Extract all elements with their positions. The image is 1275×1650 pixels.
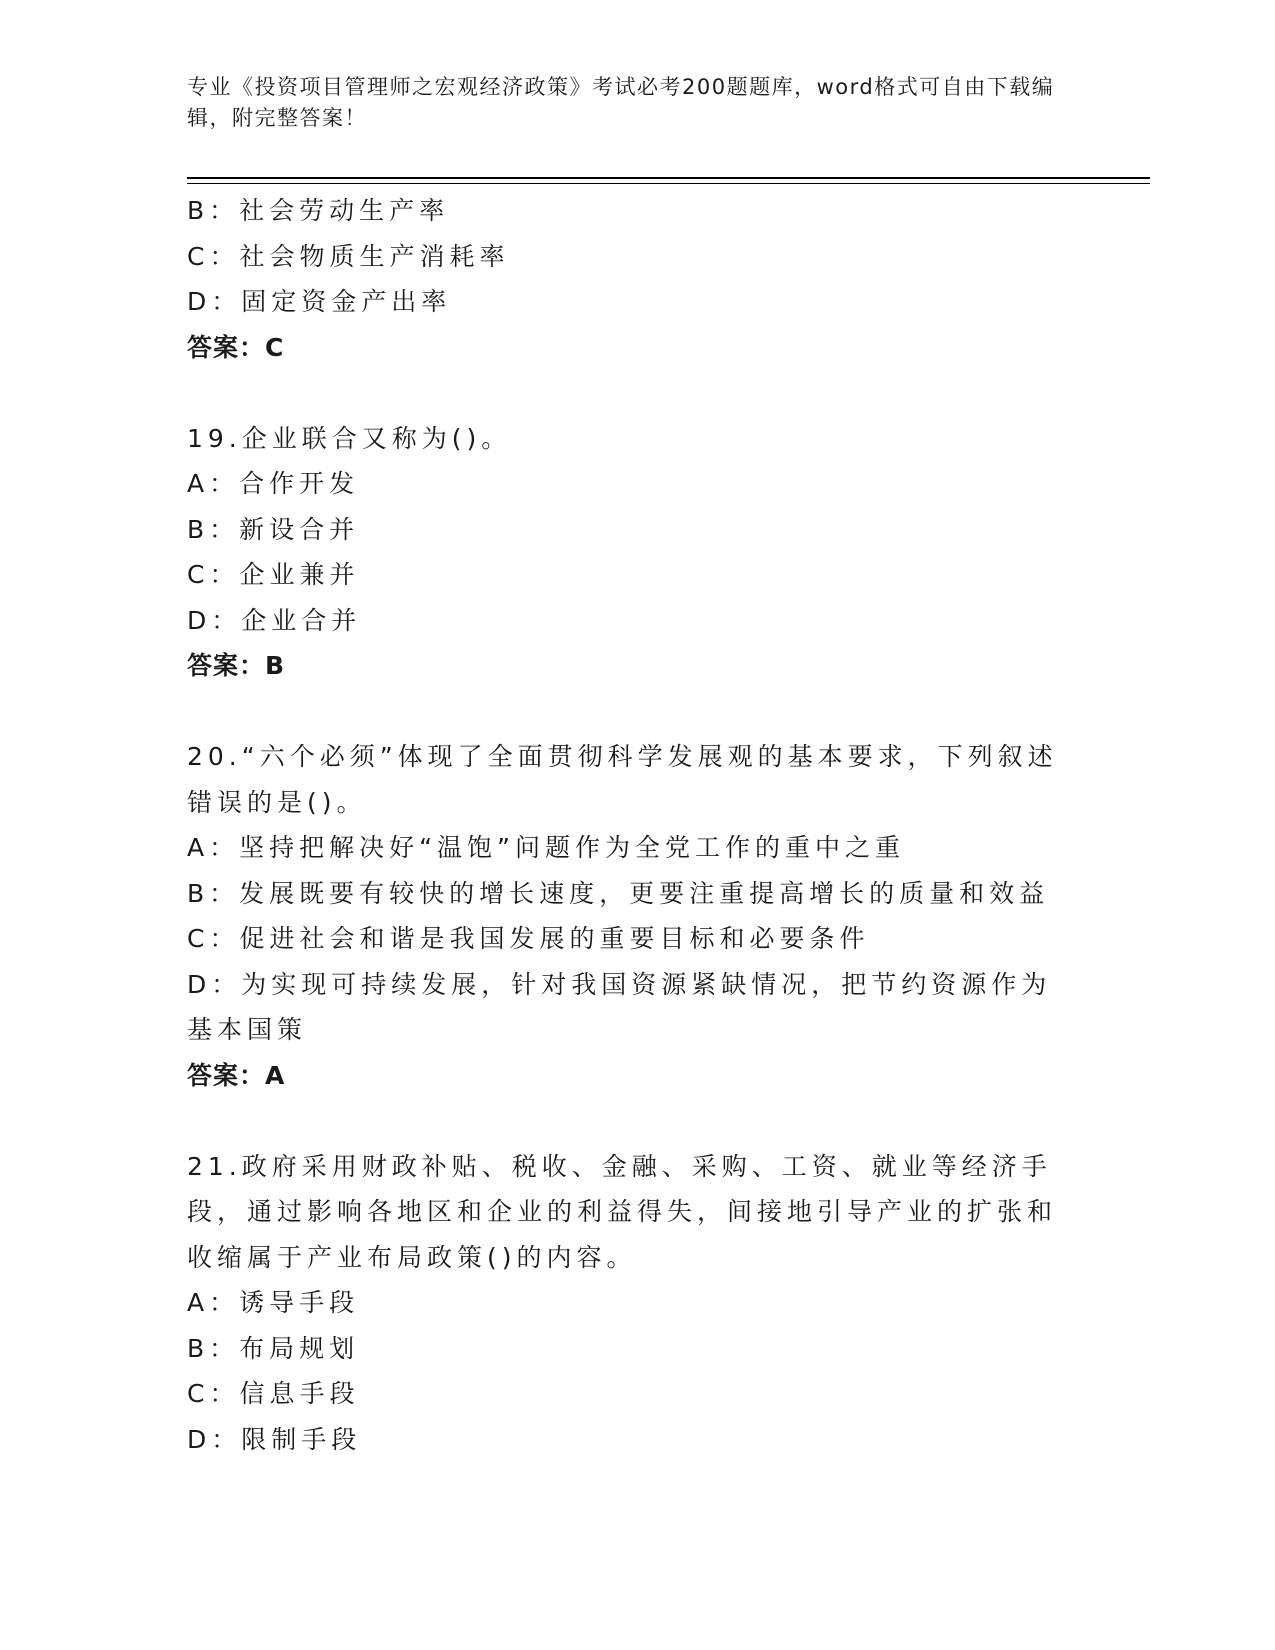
spacer — [187, 689, 1087, 735]
document-header: 专业《投资项目管理师之宏观经济政策》考试必考200题题库，word格式可自由下载编辑，附完整答案！ — [187, 75, 1055, 130]
document-body — [187, 188, 1087, 1462]
option-d: D：固定资金产出率 — [187, 287, 452, 316]
option-c: C：信息手段 — [187, 1379, 360, 1408]
option-d: D：企业合并 — [187, 605, 362, 635]
option-b: B：新设合并 — [187, 514, 360, 544]
question-text: 20.“六个必须”体现了全面贯彻科学发展观的基本要求，下列叙述错误的是()。 — [187, 742, 1058, 817]
answer-line: 答案：C — [187, 332, 285, 362]
carryover-question — [187, 188, 1087, 370]
option-d: D：为实现可持续发展，针对我国资源紧缺情况，把节约资源作为基本国策 — [187, 969, 1052, 1044]
option-b: B：布局规划 — [187, 1333, 360, 1363]
option-c: C：促进社会和谐是我国发展的重要目标和必要条件 — [187, 924, 870, 953]
option-a: A：坚持把解决好“温饱”问题作为全党工作的重中之重 — [187, 833, 906, 862]
spacer — [187, 1098, 1087, 1144]
answer-line: 答案：B — [187, 651, 286, 680]
option-d: D：限制手段 — [187, 1424, 362, 1454]
option-a: A：诱导手段 — [187, 1288, 360, 1317]
option-c: C：企业兼并 — [187, 560, 360, 589]
spacer — [187, 370, 1087, 416]
question-21 — [187, 1144, 1087, 1463]
question-text: 19.企业联合又称为()。 — [187, 423, 512, 453]
option-a: A：合作开发 — [187, 469, 360, 498]
question-text: 21.政府采用财政补贴、税收、金融、采购、工资、就业等经济手段，通过影响各地区和企业的利益得失，间接地引导产业的扩张和收缩属于产业布局政策()的内容。 — [187, 1151, 1058, 1272]
header-rule-thick — [187, 177, 1150, 179]
option-b: B：发展既要有较快的增长速度，更要注重提高增长的质量和效益 — [187, 878, 1050, 908]
question-20 — [187, 734, 1087, 1098]
option-c: C：社会物质生产消耗率 — [187, 241, 510, 271]
answer-line: 答案：A — [187, 1060, 286, 1090]
option-b: B：社会劳动生产率 — [187, 196, 450, 225]
header-rule-thin — [187, 183, 1150, 184]
question-19 — [187, 416, 1087, 689]
